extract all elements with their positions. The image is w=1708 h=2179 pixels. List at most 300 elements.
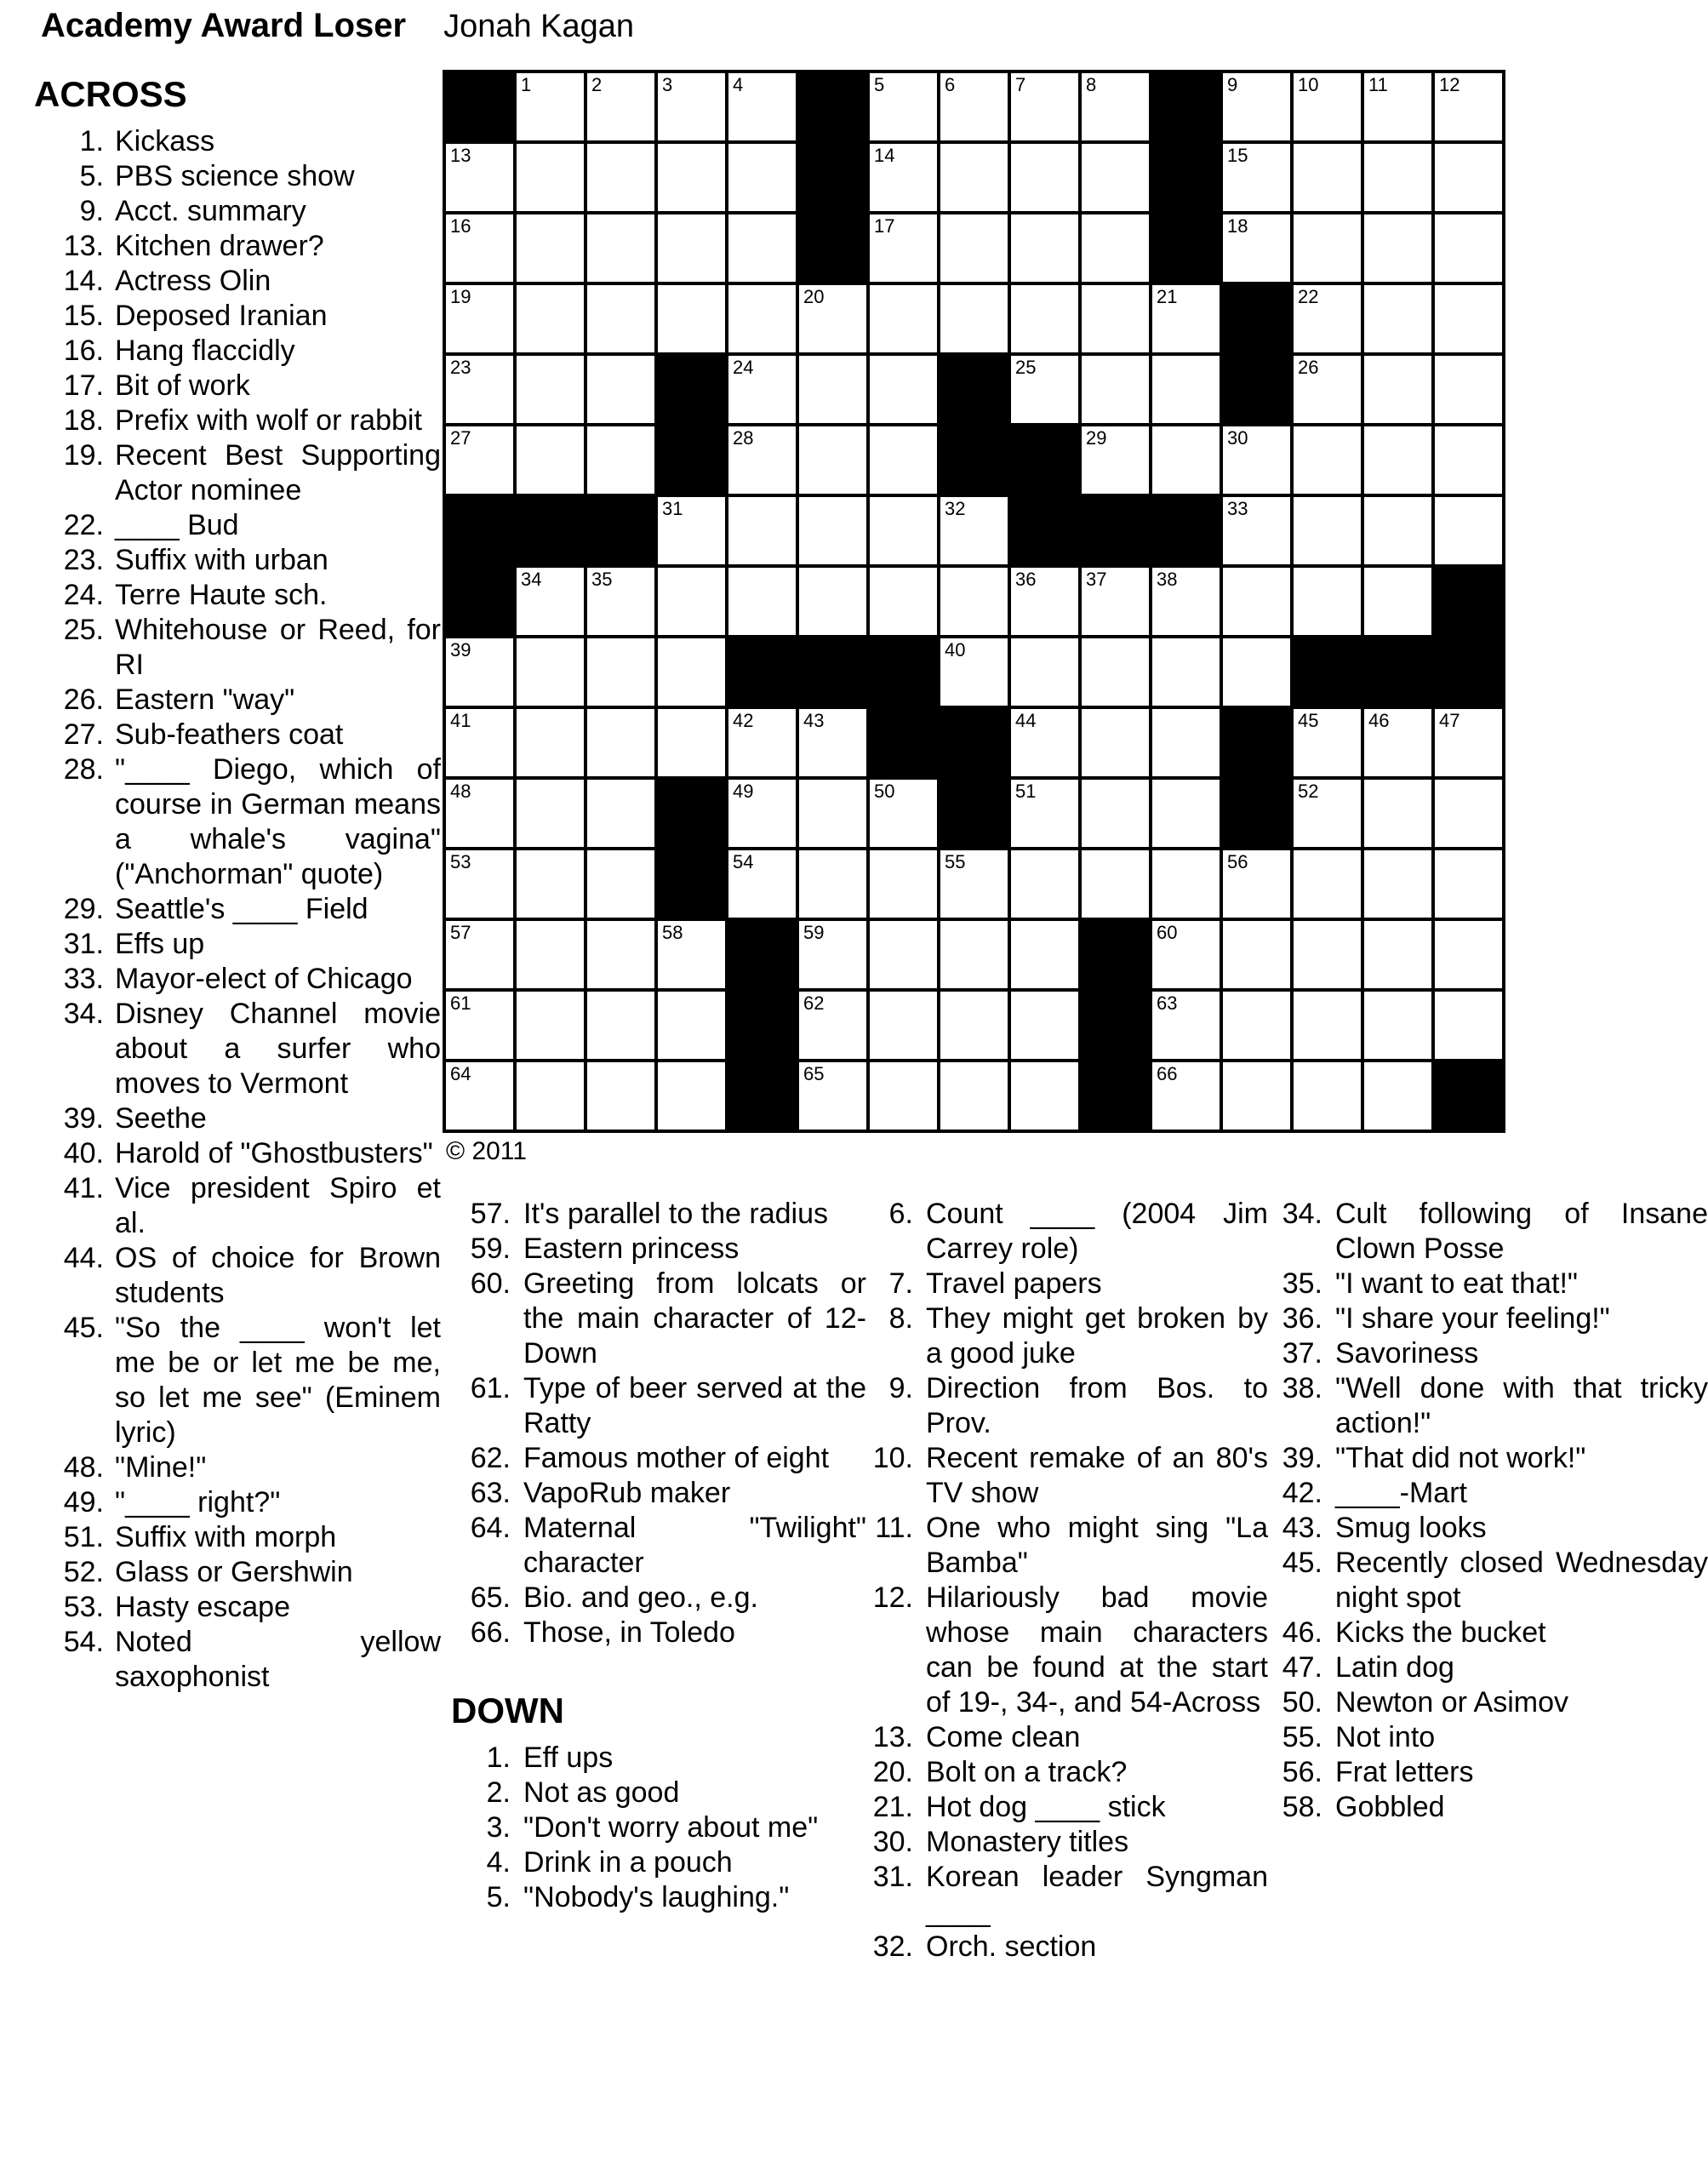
across-clue-column — [34, 75, 441, 1695]
grid-cell[interactable] — [728, 144, 796, 211]
grid-cell[interactable] — [1152, 426, 1220, 494]
grid-cell[interactable] — [799, 921, 866, 988]
grid-cell-black — [1294, 638, 1361, 706]
cell-number: 48 — [450, 781, 471, 802]
clue-text: Drink in a pouch — [523, 1846, 733, 1879]
grid-cell[interactable] — [1152, 285, 1220, 352]
grid-cell[interactable] — [799, 992, 866, 1059]
clue-34 — [1271, 1197, 1708, 1267]
cell-number: 59 — [803, 922, 825, 943]
grid-cell[interactable] — [446, 285, 513, 352]
grid-cell[interactable] — [1294, 356, 1361, 423]
grid-cell[interactable] — [1364, 568, 1431, 635]
grid-cell[interactable] — [1082, 73, 1149, 140]
cell-number: 58 — [662, 922, 683, 943]
grid-cell-black — [1435, 568, 1502, 635]
grid-cell[interactable] — [1294, 850, 1361, 918]
grid-cell[interactable] — [1011, 568, 1078, 635]
grid-cell[interactable] — [1152, 638, 1220, 706]
grid-cell[interactable] — [1082, 568, 1149, 635]
grid-cell[interactable] — [517, 568, 584, 635]
grid-cell[interactable] — [940, 1062, 1008, 1130]
grid-cell[interactable] — [1011, 73, 1078, 140]
cell-number: 46 — [1368, 710, 1390, 731]
grid-cell[interactable] — [587, 285, 654, 352]
grid-cell[interactable] — [799, 850, 866, 918]
grid-cell[interactable] — [1011, 144, 1078, 211]
grid-cell[interactable] — [1435, 356, 1502, 423]
grid-cell-black — [1435, 638, 1502, 706]
clue-text: Maternal "Twilight" character — [523, 1512, 866, 1579]
clue-39 — [1271, 1441, 1708, 1476]
grid-cell[interactable] — [1223, 638, 1290, 706]
clue-text: Type of beer served at the Ratty — [523, 1372, 866, 1439]
clue-text: Prefix with wolf or rabbit — [115, 404, 422, 437]
clue-text: Count ____ (2004 Jim Carrey role) — [926, 1198, 1268, 1265]
clue-66 — [451, 1616, 866, 1650]
grid-cell[interactable] — [1364, 850, 1431, 918]
grid-cell[interactable] — [728, 356, 796, 423]
cell-number: 42 — [733, 710, 754, 731]
grid-cell[interactable] — [940, 497, 1008, 564]
clue-number: 34. — [63, 998, 104, 1030]
grid-cell-black — [870, 638, 937, 706]
grid-cell[interactable] — [1364, 356, 1431, 423]
clue-number: 54. — [63, 1626, 104, 1658]
grid-cell[interactable] — [1082, 356, 1149, 423]
grid-cell[interactable] — [799, 497, 866, 564]
clue-text: Not into — [1335, 1721, 1436, 1753]
clue-text: ____-Mart — [1335, 1477, 1467, 1509]
clue-text: Suffix with urban — [115, 544, 328, 576]
grid-cell[interactable] — [1152, 568, 1220, 635]
grid-cell[interactable] — [1435, 709, 1502, 776]
grid-cell[interactable] — [728, 497, 796, 564]
grid-cell[interactable] — [446, 144, 513, 211]
grid-cell-black — [446, 568, 513, 635]
grid-cell[interactable] — [1223, 568, 1290, 635]
grid-cell[interactable] — [1011, 850, 1078, 918]
grid-cell-black — [799, 638, 866, 706]
grid-cell-black — [1082, 992, 1149, 1059]
cell-number: 36 — [1015, 569, 1037, 590]
grid-cell[interactable] — [1011, 780, 1078, 847]
grid-cell[interactable] — [517, 850, 584, 918]
grid-cell[interactable] — [1435, 426, 1502, 494]
grid-cell[interactable] — [940, 850, 1008, 918]
grid-cell[interactable] — [1152, 356, 1220, 423]
clue-text: Hot dog ____ stick — [926, 1791, 1166, 1823]
clue-number: 1. — [486, 1741, 511, 1774]
grid-cell[interactable] — [517, 1062, 584, 1130]
clue-34 — [34, 997, 441, 1101]
grid-cell[interactable] — [1152, 921, 1220, 988]
grid-cell[interactable] — [446, 709, 513, 776]
clue-42 — [1271, 1476, 1708, 1511]
clue-number: 26. — [63, 683, 104, 716]
grid-cell[interactable] — [1435, 992, 1502, 1059]
clue-8 — [866, 1301, 1268, 1371]
grid-cell[interactable] — [446, 850, 513, 918]
grid-cell[interactable] — [940, 214, 1008, 282]
grid-cell[interactable] — [1152, 1062, 1220, 1130]
grid-cell[interactable] — [1364, 144, 1431, 211]
clue-number: 8. — [888, 1302, 913, 1335]
grid-cell[interactable] — [1223, 850, 1290, 918]
clue-text: They might get broken by a good juke — [926, 1302, 1268, 1370]
clue-5 — [451, 1880, 866, 1915]
grid-cell-black — [728, 1062, 796, 1130]
grid-cell[interactable] — [799, 1062, 866, 1130]
grid-cell[interactable] — [517, 709, 584, 776]
clue-column-c — [1271, 1197, 1708, 1825]
clue-number: 22. — [63, 509, 104, 541]
cell-number: 3 — [662, 74, 673, 95]
grid-cell[interactable] — [1223, 214, 1290, 282]
grid-cell[interactable] — [1082, 709, 1149, 776]
grid-cell[interactable] — [1223, 73, 1290, 140]
grid-cell[interactable] — [799, 285, 866, 352]
grid-cell[interactable] — [870, 426, 937, 494]
grid-cell[interactable] — [1364, 73, 1431, 140]
clue-number: 2. — [486, 1776, 511, 1809]
grid-cell[interactable] — [1294, 992, 1361, 1059]
grid-cell-black — [1223, 285, 1290, 352]
grid-cell[interactable] — [1435, 73, 1502, 140]
clue-number: 24. — [63, 579, 104, 611]
grid-cell[interactable] — [1294, 214, 1361, 282]
clue-13 — [866, 1720, 1268, 1755]
grid-cell[interactable] — [1011, 638, 1078, 706]
grid-cell[interactable] — [1294, 73, 1361, 140]
grid-cell[interactable] — [587, 780, 654, 847]
puzzle-header — [41, 7, 634, 45]
grid-cell[interactable] — [587, 568, 654, 635]
grid-cell[interactable] — [1294, 285, 1361, 352]
grid-cell[interactable] — [517, 144, 584, 211]
grid-cell[interactable] — [517, 214, 584, 282]
grid-cell-black — [446, 497, 513, 564]
grid-cell[interactable] — [658, 144, 725, 211]
grid-cell[interactable] — [870, 497, 937, 564]
grid-cell[interactable] — [1294, 780, 1361, 847]
grid-cell[interactable] — [1435, 497, 1502, 564]
grid-cell[interactable] — [587, 73, 654, 140]
grid-cell[interactable] — [940, 144, 1008, 211]
grid-cell[interactable] — [1435, 214, 1502, 282]
grid-cell[interactable] — [658, 73, 725, 140]
grid-cell[interactable] — [728, 709, 796, 776]
grid-cell-black — [799, 144, 866, 211]
cell-number: 8 — [1086, 74, 1097, 95]
grid-cell[interactable] — [517, 638, 584, 706]
clue-text: "Well done with that tricky action!" — [1335, 1372, 1708, 1439]
clue-number: 34. — [1282, 1198, 1322, 1230]
cell-number: 20 — [803, 286, 825, 307]
clue-text: Suffix with morph — [115, 1521, 337, 1553]
grid-cell[interactable] — [1435, 850, 1502, 918]
grid-cell[interactable] — [587, 144, 654, 211]
clue-65 — [451, 1581, 866, 1616]
grid-cell[interactable] — [517, 356, 584, 423]
grid-cell[interactable] — [940, 638, 1008, 706]
grid-cell[interactable] — [1294, 1062, 1361, 1130]
grid-cell[interactable] — [1082, 214, 1149, 282]
clue-number: 46. — [1282, 1616, 1322, 1649]
cell-number: 21 — [1157, 286, 1178, 307]
clue-number: 13. — [872, 1721, 913, 1753]
grid-cell[interactable] — [1082, 426, 1149, 494]
grid-cell[interactable] — [799, 426, 866, 494]
grid-cell[interactable] — [587, 426, 654, 494]
clue-text: PBS science show — [115, 160, 355, 192]
grid-cell[interactable] — [587, 709, 654, 776]
clue-61 — [451, 1371, 866, 1441]
grid-cell[interactable] — [870, 992, 937, 1059]
clue-36 — [1271, 1301, 1708, 1336]
grid-cell[interactable] — [658, 568, 725, 635]
grid-cell[interactable] — [940, 921, 1008, 988]
grid-cell[interactable] — [870, 144, 937, 211]
grid-cell[interactable] — [1082, 144, 1149, 211]
grid-cell[interactable] — [1435, 780, 1502, 847]
grid-cell[interactable] — [799, 709, 866, 776]
clue-number: 1. — [79, 125, 104, 157]
grid-cell[interactable] — [1082, 285, 1149, 352]
grid-cell[interactable] — [1011, 214, 1078, 282]
grid-cell[interactable] — [446, 638, 513, 706]
clue-number: 45. — [1282, 1547, 1322, 1579]
grid-cell[interactable] — [1223, 992, 1290, 1059]
grid-cell[interactable] — [587, 850, 654, 918]
grid-cell[interactable] — [728, 568, 796, 635]
grid-cell[interactable] — [870, 850, 937, 918]
grid-cell[interactable] — [1152, 780, 1220, 847]
grid-cell[interactable] — [728, 285, 796, 352]
clue-text: "I want to eat that!" — [1335, 1267, 1578, 1300]
cell-number: 40 — [945, 639, 966, 661]
clue-text: Come clean — [926, 1721, 1081, 1753]
grid-cell[interactable] — [1364, 285, 1431, 352]
cell-number: 51 — [1015, 781, 1037, 802]
clue-6 — [866, 1197, 1268, 1267]
grid-cell[interactable] — [446, 426, 513, 494]
clue-number: 31. — [63, 928, 104, 960]
clue-number: 53. — [63, 1591, 104, 1623]
grid-cell[interactable] — [870, 214, 937, 282]
grid-cell[interactable] — [446, 1062, 513, 1130]
grid-cell[interactable] — [517, 780, 584, 847]
cell-number: 9 — [1227, 74, 1238, 95]
grid-cell[interactable] — [1011, 356, 1078, 423]
clue-number: 13. — [63, 230, 104, 262]
clue-text: "I share your feeling!" — [1335, 1302, 1610, 1335]
grid-cell[interactable] — [658, 709, 725, 776]
grid-cell[interactable] — [870, 285, 937, 352]
grid-cell[interactable] — [1223, 497, 1290, 564]
grid-cell[interactable] — [658, 285, 725, 352]
clue-14 — [34, 264, 441, 299]
grid-cell[interactable] — [870, 1062, 937, 1130]
grid-cell[interactable] — [658, 214, 725, 282]
grid-cell[interactable] — [870, 921, 937, 988]
grid-cell[interactable] — [1223, 1062, 1290, 1130]
grid-cell-black — [940, 356, 1008, 423]
clue-number: 60. — [470, 1267, 511, 1300]
clue-57 — [451, 1197, 866, 1232]
clue-24 — [34, 578, 441, 613]
clue-text: Whitehouse or Reed, for RI — [115, 614, 441, 681]
grid-cell[interactable] — [870, 780, 937, 847]
grid-cell[interactable] — [1011, 992, 1078, 1059]
grid-cell[interactable] — [799, 568, 866, 635]
grid-cell[interactable] — [1152, 992, 1220, 1059]
cell-number: 38 — [1157, 569, 1178, 590]
clue-60 — [451, 1267, 866, 1371]
cell-number: 39 — [450, 639, 471, 661]
grid-cell[interactable] — [728, 850, 796, 918]
grid-cell[interactable] — [446, 992, 513, 1059]
grid-cell[interactable] — [1435, 144, 1502, 211]
grid-cell[interactable] — [658, 921, 725, 988]
grid-cell[interactable] — [1011, 921, 1078, 988]
grid-cell[interactable] — [940, 568, 1008, 635]
grid-cell[interactable] — [587, 356, 654, 423]
clue-50 — [1271, 1685, 1708, 1720]
grid-cell[interactable] — [1364, 992, 1431, 1059]
grid-cell[interactable] — [940, 992, 1008, 1059]
grid-cell[interactable] — [1082, 780, 1149, 847]
grid-cell[interactable] — [1364, 497, 1431, 564]
grid-cell[interactable] — [1082, 638, 1149, 706]
grid-cell[interactable] — [799, 780, 866, 847]
grid-cell[interactable] — [658, 497, 725, 564]
grid-cell[interactable] — [587, 921, 654, 988]
grid-cell[interactable] — [1294, 709, 1361, 776]
grid-cell[interactable] — [1294, 144, 1361, 211]
clue-47 — [1271, 1650, 1708, 1685]
grid-cell[interactable] — [1294, 921, 1361, 988]
grid-cell-black — [1223, 780, 1290, 847]
grid-cell[interactable] — [1223, 921, 1290, 988]
grid-cell[interactable] — [799, 356, 866, 423]
grid-cell[interactable] — [587, 1062, 654, 1130]
clue-7 — [866, 1267, 1268, 1301]
grid-cell[interactable] — [658, 992, 725, 1059]
clue-number: 66. — [470, 1616, 511, 1649]
clue-number: 39. — [1282, 1442, 1322, 1474]
grid-cell[interactable] — [940, 285, 1008, 352]
grid-cell-black — [658, 356, 725, 423]
clue-text: Gobbled — [1335, 1791, 1445, 1823]
grid-cell[interactable] — [1011, 1062, 1078, 1130]
grid-cell[interactable] — [1364, 921, 1431, 988]
grid-cell[interactable] — [1223, 144, 1290, 211]
grid-cell[interactable] — [587, 992, 654, 1059]
grid-cell[interactable] — [1364, 214, 1431, 282]
clue-22 — [34, 508, 441, 543]
clue-19 — [34, 438, 441, 508]
grid-cell[interactable] — [587, 638, 654, 706]
grid-cell[interactable] — [1364, 709, 1431, 776]
clue-number: 20. — [872, 1756, 913, 1788]
clue-text: It's parallel to the radius — [523, 1198, 829, 1230]
clue-text: Deposed Iranian — [115, 300, 328, 332]
cell-number: 65 — [803, 1063, 825, 1084]
grid-cell-black — [658, 850, 725, 918]
grid-cell[interactable] — [446, 356, 513, 423]
grid-cell[interactable] — [517, 285, 584, 352]
grid-cell[interactable] — [587, 214, 654, 282]
cell-number: 30 — [1227, 427, 1248, 449]
grid-cell[interactable] — [1294, 497, 1361, 564]
grid-cell[interactable] — [1011, 709, 1078, 776]
cell-number: 22 — [1298, 286, 1319, 307]
grid-cell[interactable] — [1364, 1062, 1431, 1130]
puzzle-title: Academy Award Loser — [41, 7, 407, 44]
cell-number: 29 — [1086, 427, 1107, 449]
clue-text: Bit of work — [115, 369, 250, 402]
grid-cell[interactable] — [1223, 426, 1290, 494]
grid-cell[interactable] — [728, 426, 796, 494]
clue-number: 32. — [872, 1930, 913, 1963]
grid-cell-black — [1082, 497, 1149, 564]
clue-56 — [1271, 1755, 1708, 1790]
grid-cell[interactable] — [658, 1062, 725, 1130]
clue-text: Hasty escape — [115, 1591, 290, 1623]
grid-cell[interactable] — [517, 73, 584, 140]
grid-cell[interactable] — [1364, 426, 1431, 494]
grid-cell[interactable] — [728, 214, 796, 282]
grid-cell[interactable] — [1435, 285, 1502, 352]
clue-number: 25. — [63, 614, 104, 646]
clue-64 — [451, 1511, 866, 1581]
grid-cell[interactable] — [1152, 709, 1220, 776]
grid-cell[interactable] — [728, 780, 796, 847]
grid-cell[interactable] — [1152, 850, 1220, 918]
grid-cell[interactable] — [870, 73, 937, 140]
cell-number: 63 — [1157, 992, 1178, 1014]
grid-cell[interactable] — [658, 638, 725, 706]
clue-39 — [34, 1101, 441, 1136]
grid-cell[interactable] — [517, 921, 584, 988]
clue-41 — [34, 1171, 441, 1241]
grid-cell-black — [728, 638, 796, 706]
grid-cell[interactable] — [728, 73, 796, 140]
clue-text: "____ right?" — [115, 1486, 281, 1518]
grid-cell[interactable] — [517, 426, 584, 494]
grid-cell[interactable] — [1294, 568, 1361, 635]
grid-cell[interactable] — [940, 73, 1008, 140]
grid-cell[interactable] — [517, 992, 584, 1059]
grid-cell[interactable] — [870, 568, 937, 635]
grid-cell[interactable] — [446, 921, 513, 988]
grid-cell[interactable] — [1011, 285, 1078, 352]
grid-cell[interactable] — [1435, 921, 1502, 988]
grid-cell[interactable] — [870, 356, 937, 423]
grid-cell[interactable] — [1294, 426, 1361, 494]
clue-number: 48. — [63, 1451, 104, 1484]
cell-number: 41 — [450, 710, 471, 731]
clue-46 — [1271, 1616, 1708, 1650]
clue-51 — [34, 1520, 441, 1555]
grid-cell[interactable] — [446, 780, 513, 847]
clue-2 — [451, 1776, 866, 1810]
grid-cell[interactable] — [1364, 780, 1431, 847]
grid-cell[interactable] — [1082, 850, 1149, 918]
grid-cell[interactable] — [446, 214, 513, 282]
across-clue-list — [34, 124, 441, 1695]
